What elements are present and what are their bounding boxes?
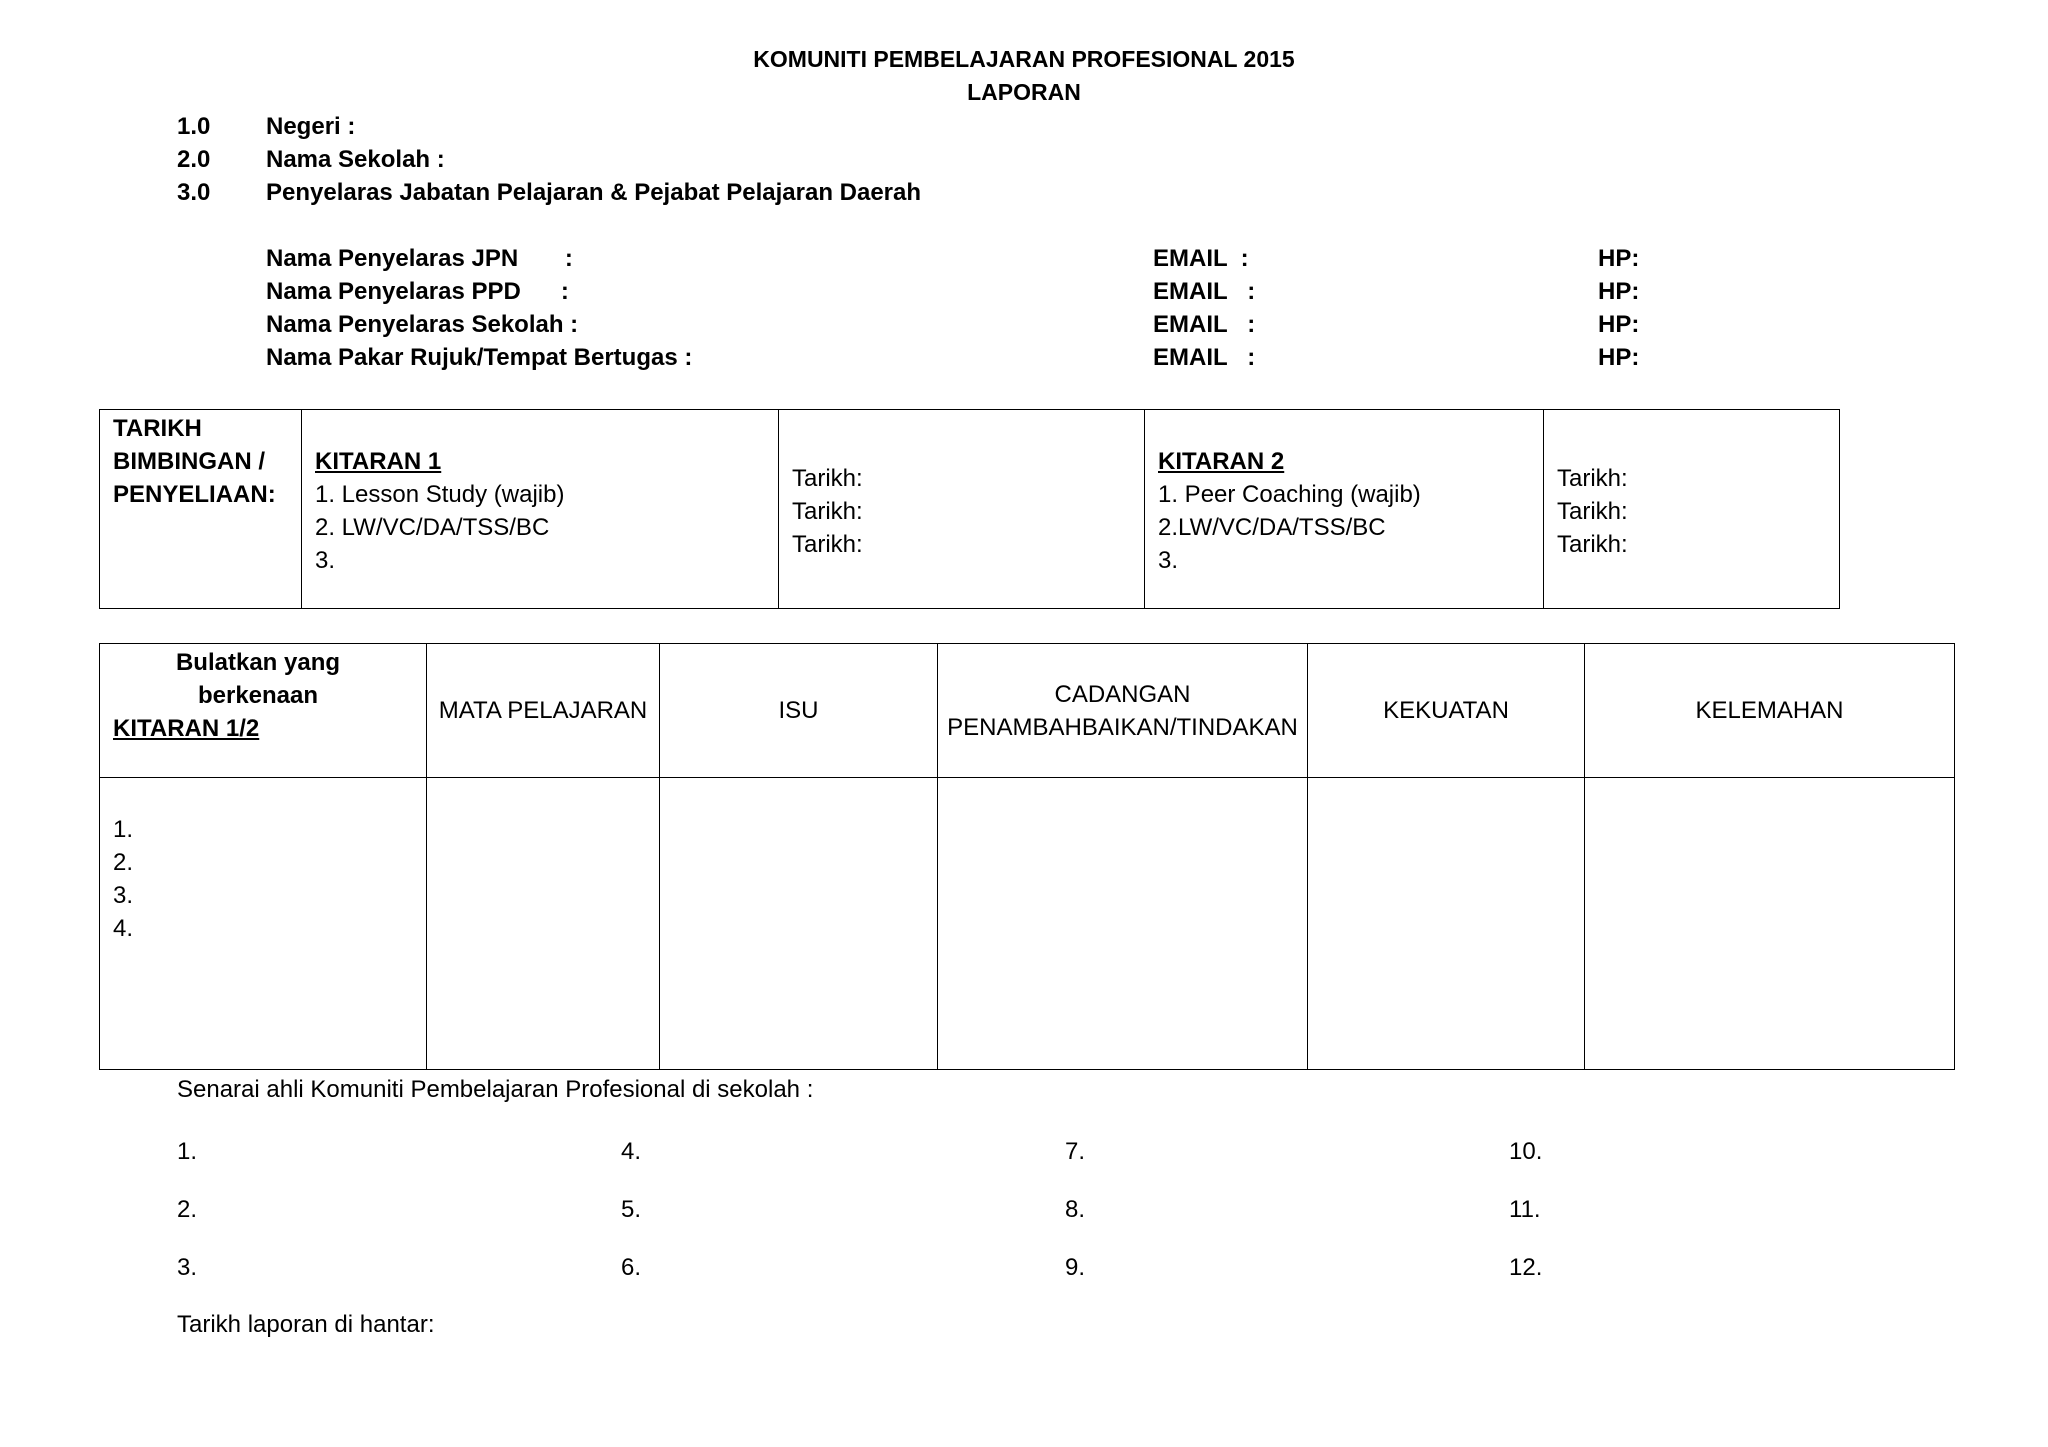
report-header-kelemahan: KELEMAHAN	[1585, 644, 1955, 778]
contact-name-ppd: Nama Penyelaras PPD :	[266, 278, 569, 305]
report-table	[99, 643, 1955, 1070]
report-header-line: CADANGAN	[1054, 680, 1191, 708]
member-number: 2.	[177, 1196, 198, 1223]
report-date-sent: Tarikh laporan di hantar:	[177, 1311, 435, 1338]
member-number: 8.	[1065, 1196, 1086, 1223]
member-number: 6.	[621, 1254, 642, 1281]
section-number: 2.0	[177, 146, 211, 173]
report-body-cell	[660, 778, 938, 1070]
kitaran2-item: 2.LW/VC/DA/TSS/BC	[1158, 514, 1386, 541]
report-header-kitaran-label: KITARAN 1/2	[113, 715, 260, 742]
section-negeri	[177, 113, 355, 141]
date-field: Tarikh:	[1557, 465, 1628, 492]
kitaran2-title: KITARAN 2	[1158, 448, 1285, 475]
report-header-isu: ISU	[660, 644, 938, 778]
contact-name-jpn: Nama Penyelaras JPN :	[266, 245, 573, 272]
contact-name-sekolah: Nama Penyelaras Sekolah :	[266, 311, 579, 338]
member-number: 5.	[621, 1196, 642, 1223]
date-field: Tarikh:	[1557, 531, 1628, 558]
member-number: 11.	[1509, 1196, 1541, 1223]
kitaran2-item: 1. Peer Coaching (wajib)	[1158, 481, 1421, 508]
date-field: Tarikh:	[792, 498, 863, 525]
contact-email-ppd: EMAIL :	[1153, 278, 1256, 305]
report-header-line: Bulatkan yang	[175, 649, 341, 676]
member-number: 3.	[177, 1254, 198, 1281]
member-number: 9.	[1065, 1254, 1086, 1281]
document-subtitle: LAPORAN	[967, 79, 1081, 105]
member-number: 12.	[1509, 1254, 1543, 1281]
date-field: Tarikh:	[1557, 498, 1628, 525]
section-label: Nama Sekolah :	[266, 146, 445, 173]
member-number: 7.	[1065, 1138, 1086, 1165]
contact-email-pakar: EMAIL :	[1153, 344, 1256, 371]
report-header-line: berkenaan	[197, 682, 319, 709]
section-label: Negeri :	[266, 113, 356, 140]
schedule-label-cell	[100, 410, 302, 609]
kitaran1-cell	[302, 410, 779, 609]
report-body-cell	[938, 778, 1308, 1070]
kitaran1-item: 2. LW/VC/DA/TSS/BC	[315, 514, 550, 541]
member-number: 1.	[177, 1138, 198, 1165]
row-number: 3.	[113, 882, 134, 909]
contact-hp-jpn: HP:	[1598, 245, 1640, 272]
kitaran2-cell	[1145, 410, 1544, 609]
date-field: Tarikh:	[792, 531, 863, 558]
kitaran1-dates-cell	[779, 410, 1145, 609]
report-header-line: PENAMBAHBAIKAN/TINDAKAN	[947, 713, 1298, 741]
report-header-kekuatan: KEKUATAN	[1308, 644, 1585, 778]
kitaran1-item: 1. Lesson Study (wajib)	[315, 481, 565, 508]
section-number: 1.0	[177, 113, 211, 140]
contact-name-pakar: Nama Pakar Rujuk/Tempat Bertugas :	[266, 344, 693, 371]
row-number: 4.	[113, 915, 134, 942]
date-field: Tarikh:	[792, 465, 863, 492]
schedule-label-line: TARIKH	[113, 415, 202, 442]
member-number: 4.	[621, 1138, 642, 1165]
contact-hp-pakar: HP:	[1598, 344, 1640, 371]
document-title: KOMUNITI PEMBELAJARAN PROFESIONAL 2015	[753, 46, 1295, 72]
member-number: 10.	[1509, 1138, 1543, 1165]
row-number: 1.	[113, 816, 134, 843]
report-body-cell	[427, 778, 660, 1070]
report-header-kitaran	[100, 644, 427, 778]
section-penyelaras	[177, 179, 921, 207]
kitaran2-item: 3.	[1158, 547, 1179, 574]
report-body-numbers	[100, 778, 427, 1070]
schedule-label-line: PENYELIAAN:	[113, 481, 276, 508]
schedule-table	[99, 409, 1840, 609]
kitaran1-title: KITARAN 1	[315, 448, 442, 475]
section-label: Penyelaras Jabatan Pelajaran & Pejabat Pelajaran Daerah	[266, 179, 922, 206]
report-body-cell	[1308, 778, 1585, 1070]
schedule-label-line: BIMBINGAN /	[113, 448, 265, 475]
kitaran1-item: 3.	[315, 547, 336, 574]
row-number: 2.	[113, 849, 134, 876]
contact-email-jpn: EMAIL :	[1153, 245, 1249, 272]
contact-hp-sekolah: HP:	[1598, 311, 1640, 338]
section-number: 3.0	[177, 179, 211, 206]
report-header-cadangan	[938, 644, 1308, 778]
section-nama-sekolah	[177, 146, 445, 174]
contact-hp-ppd: HP:	[1598, 278, 1640, 305]
report-header-mata-pelajaran: MATA PELAJARAN	[427, 644, 660, 778]
contact-email-sekolah: EMAIL :	[1153, 311, 1256, 338]
kitaran2-dates-cell	[1544, 410, 1840, 609]
report-body-cell	[1585, 778, 1955, 1070]
members-intro: Senarai ahli Komuniti Pembelajaran Profesional di sekolah :	[177, 1076, 814, 1103]
